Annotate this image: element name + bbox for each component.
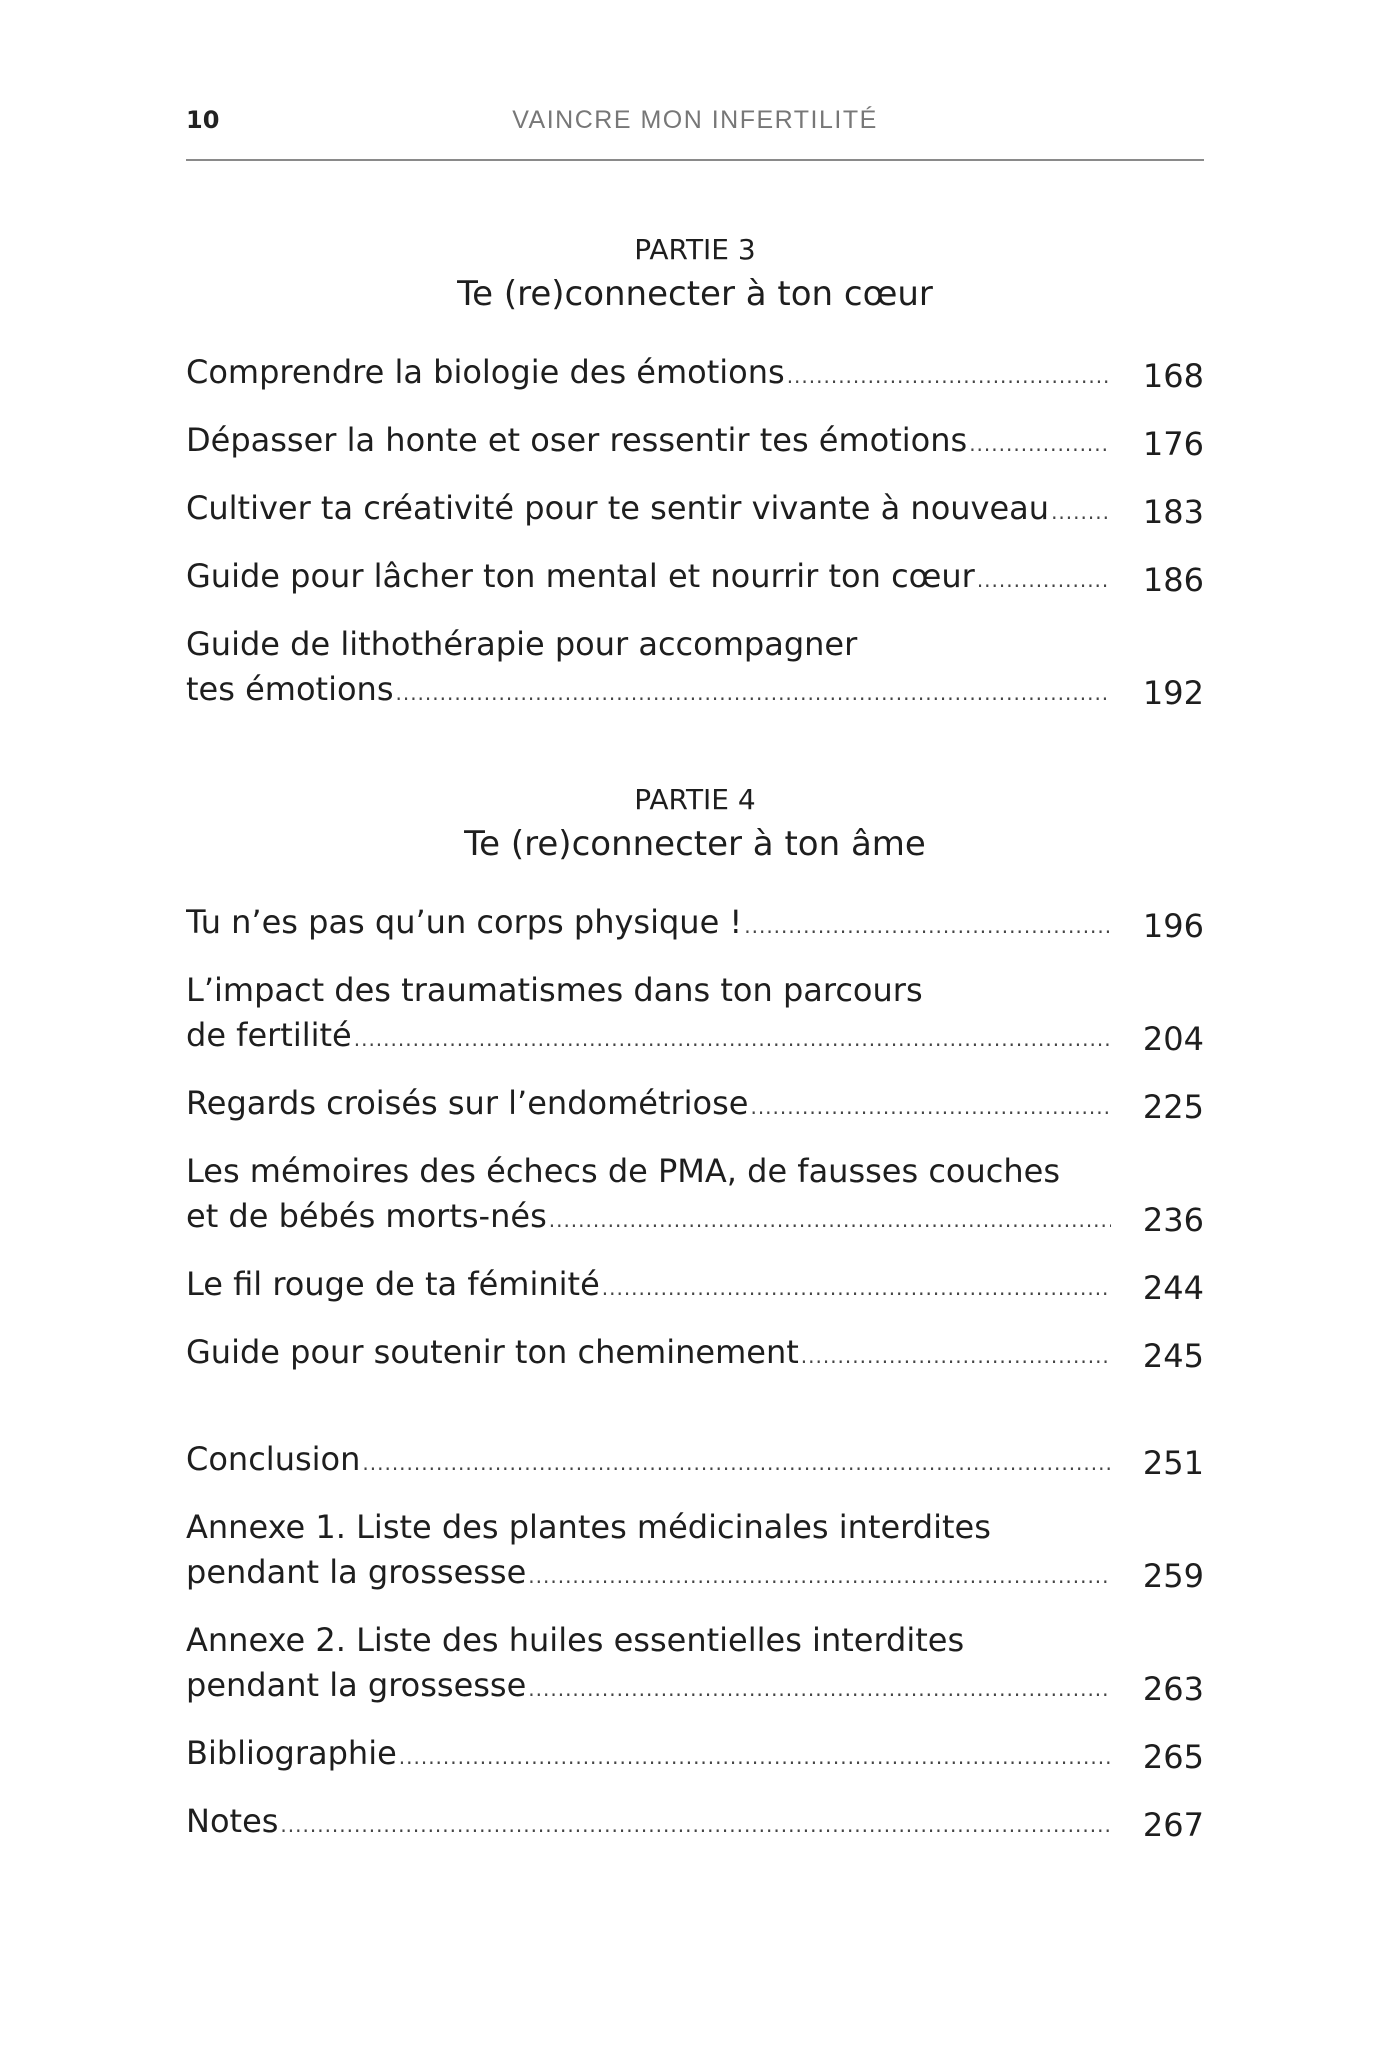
- entry-title: tes émotions: [186, 670, 394, 708]
- toc-list: [186, 900, 1204, 1379]
- entry-page: 225: [1142, 1088, 1204, 1126]
- entry-title: Comprendre la biologie des émotions: [186, 353, 785, 391]
- entry-title: Guide pour soutenir ton cheminement: [186, 1333, 799, 1371]
- entry-title-line: L’impact des traumatismes dans ton parcours: [186, 971, 923, 1009]
- toc-entry[interactable]: [186, 350, 1204, 399]
- part-4-section: [186, 780, 1204, 1379]
- part-label: PARTIE 4: [634, 783, 756, 816]
- entry-title: Bibliographie: [186, 1734, 397, 1772]
- entry-title: pendant la grossesse: [186, 1553, 527, 1591]
- toc-entry[interactable]: [186, 554, 1204, 603]
- entry-title: de fertilité: [186, 1016, 352, 1054]
- entry-page: 251: [1142, 1444, 1204, 1482]
- toc-entry[interactable]: [186, 1081, 1204, 1130]
- entry-page: 204: [1142, 1020, 1204, 1058]
- dot-leader: [549, 1198, 1111, 1243]
- dot-leader: [787, 354, 1111, 399]
- toc-entry[interactable]: [186, 900, 1204, 949]
- toc-entry[interactable]: [186, 622, 1204, 716]
- dot-leader: [280, 1803, 1111, 1848]
- entry-page: 267: [1142, 1806, 1204, 1844]
- toc-entry[interactable]: [186, 1618, 1204, 1712]
- entry-title: Le fil rouge de ta féminité: [186, 1265, 600, 1303]
- entry-title-line: Annexe 1. Liste des plantes médicinales interdites: [186, 1508, 991, 1546]
- dot-leader: [1051, 490, 1111, 535]
- dot-leader: [362, 1441, 1111, 1486]
- running-head: [186, 104, 1204, 140]
- part-title: Te (re)connecter à ton âme: [464, 824, 926, 864]
- entry-title-line: Annexe 2. Liste des huiles essentielles interdites: [186, 1621, 965, 1659]
- entry-title-line: Guide de lithothérapie pour accompagner: [186, 625, 858, 663]
- book-title: VAINCRE MON INFERTILITÉ: [512, 106, 878, 134]
- dot-leader: [744, 904, 1111, 949]
- part-3-section: [186, 230, 1204, 716]
- toc-entry[interactable]: [186, 418, 1204, 467]
- toc-list: [186, 1437, 1204, 1848]
- dot-leader: [977, 558, 1111, 603]
- toc-entry[interactable]: [186, 486, 1204, 535]
- toc-entry[interactable]: [186, 1437, 1204, 1486]
- dot-leader: [969, 422, 1111, 467]
- dot-leader: [528, 1554, 1111, 1599]
- toc-entry[interactable]: [186, 1149, 1204, 1243]
- toc-entry[interactable]: [186, 1330, 1204, 1379]
- entry-page: 183: [1142, 493, 1204, 531]
- entry-page: 168: [1142, 357, 1204, 395]
- entry-title: Regards croisés sur l’endométriose: [186, 1084, 749, 1122]
- entry-title: pendant la grossesse: [186, 1666, 527, 1704]
- entry-page: 196: [1142, 907, 1204, 945]
- entry-page: 186: [1142, 561, 1204, 599]
- entry-page: 263: [1142, 1670, 1204, 1708]
- entry-title: Dépasser la honte et oser ressentir tes émotions: [186, 421, 968, 459]
- toc-list: [186, 350, 1204, 716]
- dot-leader: [750, 1085, 1111, 1130]
- entry-page: 265: [1142, 1738, 1204, 1776]
- entry-title: Guide pour lâcher ton mental et nourrir ton cœur: [186, 557, 975, 595]
- page-number: 10: [186, 106, 220, 134]
- entry-title: Tu n’es pas qu’un corps physique !: [186, 903, 743, 941]
- toc-entry[interactable]: [186, 968, 1204, 1062]
- part-label: PARTIE 3: [634, 233, 756, 266]
- part-title: Te (re)connecter à ton cœur: [457, 274, 933, 314]
- entry-title: Cultiver ta créativité pour te sentir vivante à nouveau: [186, 489, 1050, 527]
- toc-entry[interactable]: [186, 1262, 1204, 1311]
- entry-title: et de bébés morts-nés: [186, 1197, 547, 1235]
- entry-page: 176: [1142, 425, 1204, 463]
- entry-page: 244: [1142, 1269, 1204, 1307]
- entry-title: Conclusion: [186, 1440, 361, 1478]
- toc-entry[interactable]: [186, 1731, 1204, 1780]
- entry-page: 236: [1142, 1201, 1204, 1239]
- dot-leader: [528, 1667, 1111, 1712]
- header-rule: [186, 159, 1204, 161]
- toc-entry[interactable]: [186, 1505, 1204, 1599]
- dot-leader: [602, 1266, 1111, 1311]
- entry-page: 259: [1142, 1557, 1204, 1595]
- dot-leader: [399, 1735, 1111, 1780]
- entry-page: 192: [1142, 674, 1204, 712]
- dot-leader: [354, 1017, 1111, 1062]
- toc-entry[interactable]: [186, 1799, 1204, 1848]
- entry-title: Notes: [186, 1802, 279, 1840]
- entry-page: 245: [1142, 1337, 1204, 1375]
- dot-leader: [395, 671, 1111, 716]
- back-matter-section: [186, 1437, 1204, 1848]
- dot-leader: [801, 1334, 1111, 1379]
- entry-title-line: Les mémoires des échecs de PMA, de fausses couches: [186, 1152, 1061, 1190]
